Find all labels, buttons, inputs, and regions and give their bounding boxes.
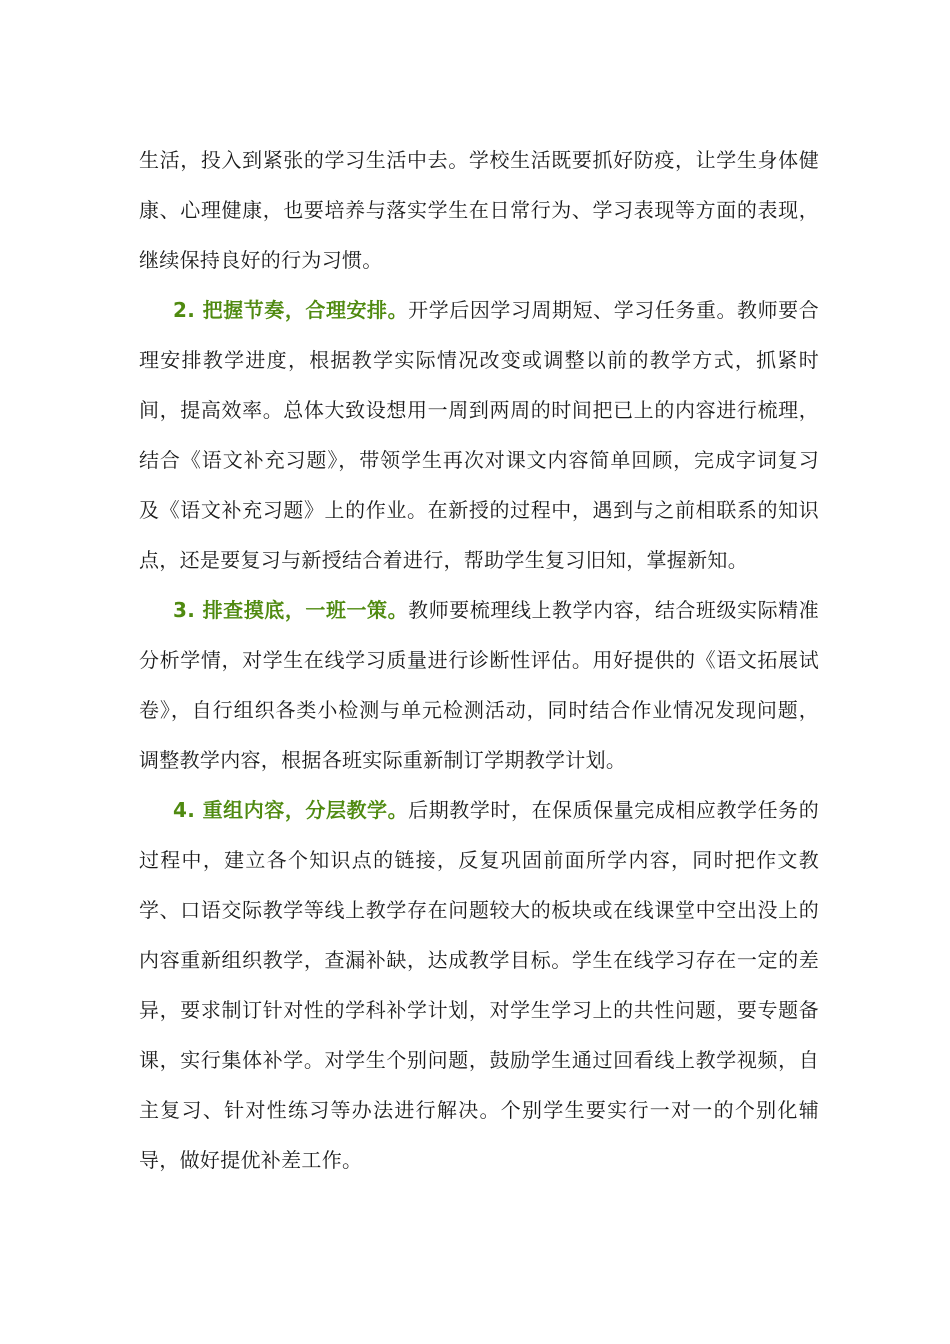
paragraph-section-4 xyxy=(139,785,819,1185)
paragraph-text: 教师要梳理线上教学内容，结合班级实际精准分析学情，对学生在线学习质量进行诊断性评估。用好提供的《语文拓展试卷》，自行组织各类小检测与单元检测活动，同时结合作业情况发现问题，调整教学内容，根据各班实际重新制订学期教学计划。 xyxy=(139,598,819,772)
paragraph-text: 后期教学时，在保质保量完成相应教学任务的过程中，建立各个知识点的链接，反复巩固前面所学内容，同时把作文教学、口语交际教学等线上教学存在问题较大的板块或在线课堂中空出没上的内容重新组织教学，查漏补缺，达成教学目标。学生在线学习存在一定的差异，要求制订针对性的学科补学计划，对学生学习上的共性问题，要专题备课，实行集体补学。对学生个别问题，鼓励学生通过回看线上教学视频，自主复习、针对性练习等办法进行解决。个别学生要实行一对一的个别化辅导，做好提优补差工作。 xyxy=(139,798,819,1172)
paragraph-section-3 xyxy=(139,585,819,785)
section-heading: 2. 把握节奏，合理安排。 xyxy=(173,298,409,322)
paragraph-section-2 xyxy=(139,285,819,585)
paragraph-intro-continuation xyxy=(139,135,819,285)
paragraph-text: 开学后因学习周期短、学习任务重。教师要合理安排教学进度，根据教学实际情况改变或调整以前的教学方式，抓紧时间，提高效率。总体大致设想用一周到两周的时间把已上的内容进行梳理，结合《语文补充习题》，带领学生再次对课文内容简单回顾，完成字词复习及《语文补充习题》上的作业。在新授的过程中，遇到与之前相联系的知识点，还是要复习与新授结合着进行，帮助学生复习旧知，掌握新知。 xyxy=(139,298,819,572)
section-heading: 4. 重组内容，分层教学。 xyxy=(173,798,409,822)
section-heading: 3. 排查摸底，一班一策。 xyxy=(173,598,409,622)
document-body xyxy=(139,135,819,1185)
paragraph-text: 生活，投入到紧张的学习生活中去。学校生活既要抓好防疫，让学生身体健康、心理健康，也要培养与落实学生在日常行为、学习表现等方面的表现，继续保持良好的行为习惯。 xyxy=(139,148,819,272)
